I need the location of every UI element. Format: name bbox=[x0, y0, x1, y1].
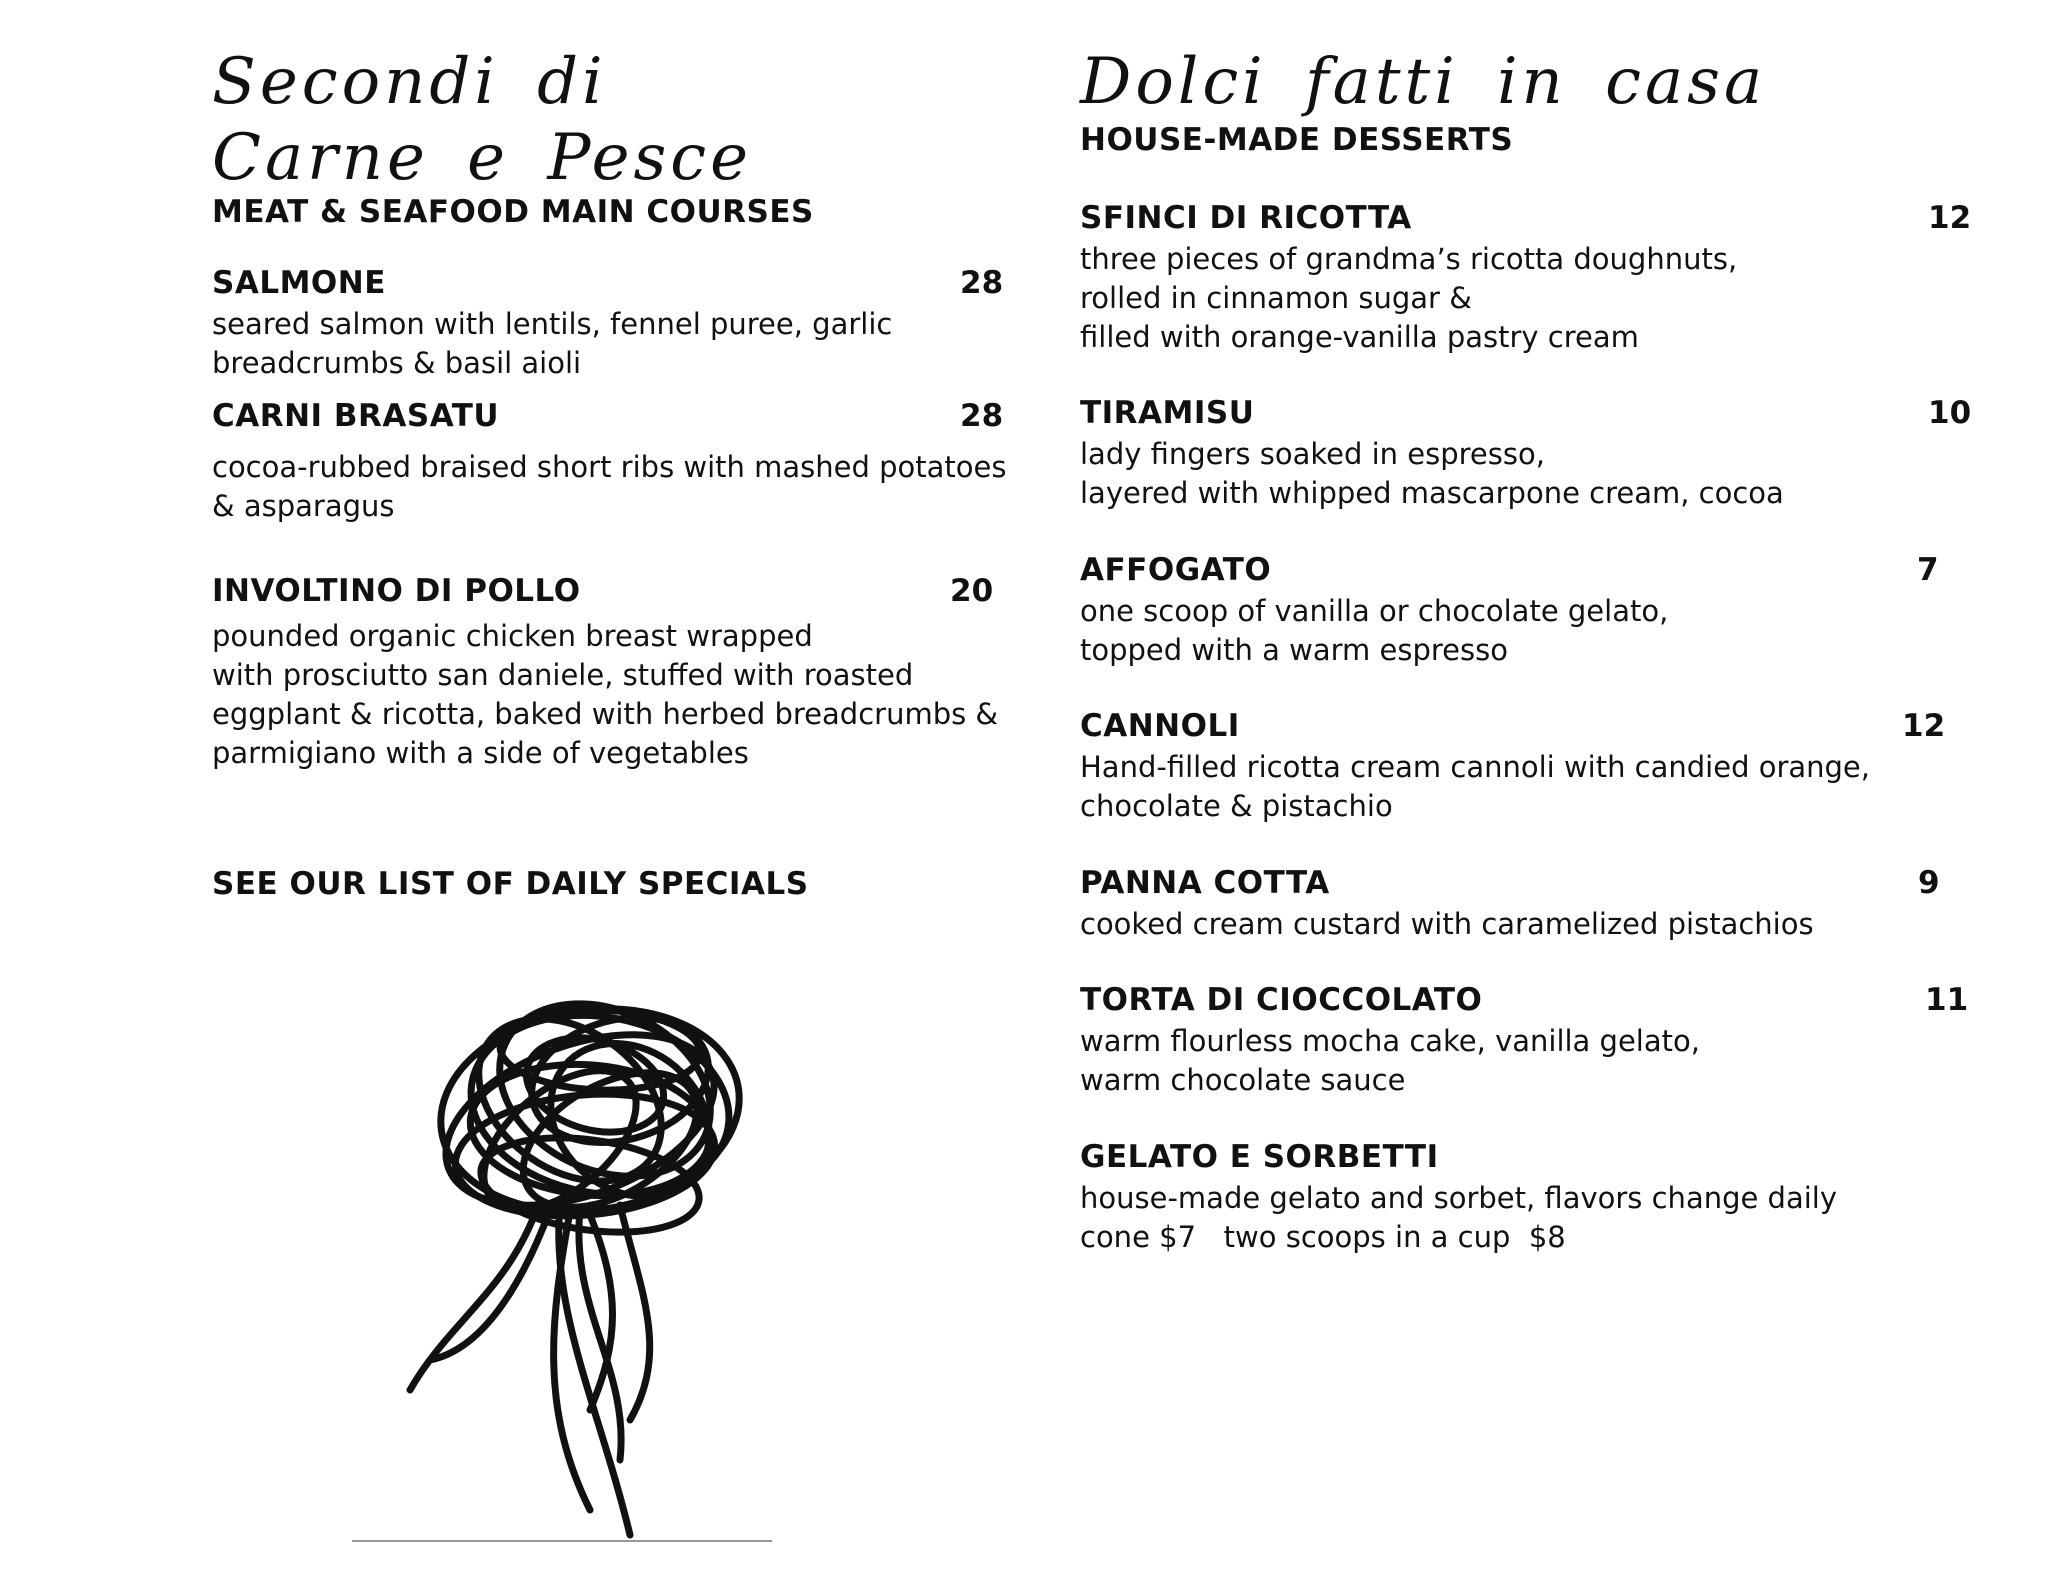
menu-item-price: 12 bbox=[1902, 708, 1946, 744]
menu-item-name: AFFOGATO bbox=[1080, 552, 1272, 588]
main-courses-title-line1: Secondi di bbox=[212, 45, 607, 119]
illustration-baseline-divider bbox=[352, 1540, 772, 1542]
menu-item-name: PANNA COTTA bbox=[1080, 865, 1330, 901]
menu-item-price: 28 bbox=[960, 265, 1004, 301]
menu-item-price: 7 bbox=[1917, 552, 1939, 588]
menu-item-name: INVOLTINO DI POLLO bbox=[212, 573, 581, 609]
menu-item-name: SALMONE bbox=[212, 265, 386, 301]
menu-item-description: cocoa-rubbed braised short ribs with mashed potatoes & asparagus bbox=[212, 450, 1007, 523]
menu-item-description: house-made gelato and sorbet, flavors change daily cone $7 two scoops in a cup $8 bbox=[1080, 1181, 1838, 1254]
menu-item-price: 10 bbox=[1928, 395, 1972, 431]
menu-item-price: 20 bbox=[950, 573, 994, 609]
spaghetti-nest-icon bbox=[390, 990, 770, 1540]
menu-item-name: TIRAMISU bbox=[1080, 395, 1255, 431]
menu-item-sfinci-di-ricotta bbox=[1080, 200, 1980, 357]
main-courses-title-line2: Carne e Pesce bbox=[212, 121, 752, 195]
menu-item-description: warm flourless mocha cake, vanilla gelato, warm chocolate sauce bbox=[1080, 1024, 1700, 1097]
main-courses-subtitle: MEAT & SEAFOOD MAIN COURSES bbox=[212, 194, 814, 230]
menu-item-description: cooked cream custard with caramelized pistachios bbox=[1080, 907, 1814, 941]
menu-item-description: pounded organic chicken breast wrapped with prosciutto san daniele, stuffed with roasted eggplant & ricotta, baked with herbed breadcrumbs & parmigiano with a side of vegetables bbox=[212, 619, 999, 770]
desserts-title: Dolci fatti in casa bbox=[1080, 45, 1767, 119]
menu-item-price: 11 bbox=[1925, 982, 1969, 1018]
menu-item-panna-cotta bbox=[1080, 865, 1980, 944]
menu-item-description: lady fingers soaked in espresso, layered with whipped mascarpone cream, cocoa bbox=[1080, 437, 1784, 510]
menu-item-description: one scoop of vanilla or chocolate gelato, topped with a warm espresso bbox=[1080, 594, 1669, 667]
menu-item-affogato bbox=[1080, 552, 1980, 670]
menu-item-involtino-di-pollo bbox=[212, 573, 1012, 773]
daily-specials-note: SEE OUR LIST OF DAILY SPECIALS bbox=[212, 866, 809, 902]
menu-item-gelato-e-sorbetti bbox=[1080, 1139, 1980, 1257]
menu-item-description: seared salmon with lentils, fennel puree, garlic breadcrumbs & basil aioli bbox=[212, 307, 893, 380]
desserts-subtitle: HOUSE-MADE DESSERTS bbox=[1080, 122, 1514, 158]
menu-item-name: CARNI BRASATU bbox=[212, 398, 500, 434]
menu-item-name: TORTA DI CIOCCOLATO bbox=[1080, 982, 1483, 1018]
menu-item-carni-brasatu bbox=[212, 398, 1012, 526]
menu-item-name: SFINCI DI RICOTTA bbox=[1080, 200, 1412, 236]
menu-item-price: 28 bbox=[960, 398, 1004, 434]
menu-item-name: CANNOLI bbox=[1080, 708, 1240, 744]
menu-item-price: 12 bbox=[1928, 200, 1972, 236]
menu-item-name: GELATO E SORBETTI bbox=[1080, 1139, 1439, 1175]
menu-item-tiramisu bbox=[1080, 395, 1980, 513]
menu-item-description: three pieces of grandma’s ricotta doughnuts, rolled in cinnamon sugar & filled with orange-vanilla pastry cream bbox=[1080, 242, 1738, 354]
menu-item-cannoli bbox=[1080, 708, 1980, 826]
menu-item-salmone bbox=[212, 265, 1012, 383]
menu-item-price: 9 bbox=[1918, 865, 1940, 901]
menu-item-torta-di-cioccolato bbox=[1080, 982, 1980, 1100]
menu-item-description: Hand-filled ricotta cream cannoli with candied orange, chocolate & pistachio bbox=[1080, 750, 1870, 823]
